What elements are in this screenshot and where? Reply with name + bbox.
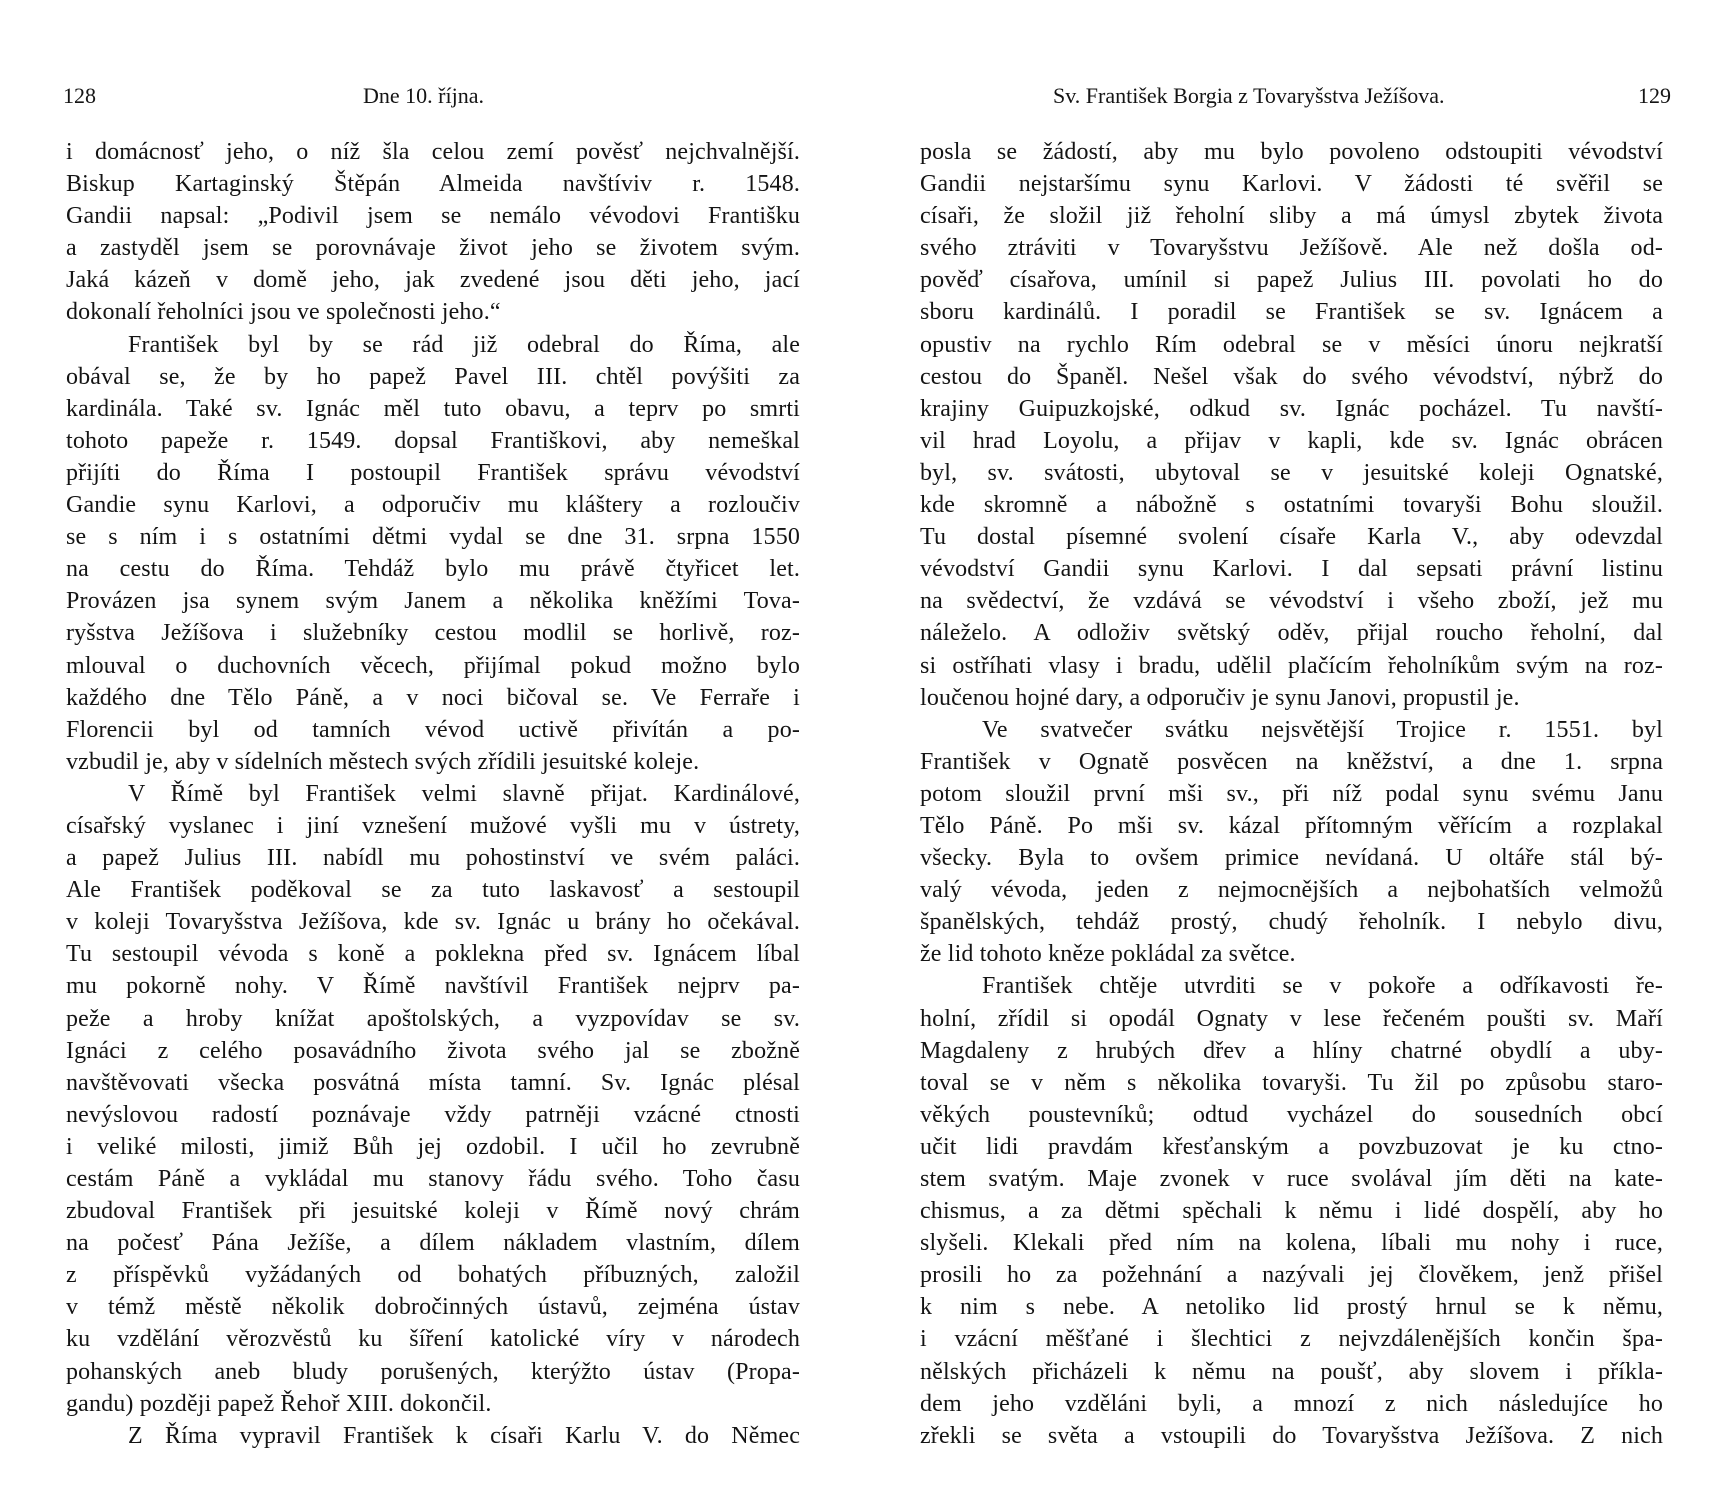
text-line: přijíti do Říma I postoupil František správu vévodství (66, 459, 800, 486)
text-line: Tu sestoupil vévoda s koně a poklekna před sv. Ignácem líbal (66, 941, 800, 968)
text-line: František chtěje utvrditi se v pokoře a odříkavosti ře- (982, 973, 1663, 1000)
text-line: cestám Páně a vykládal mu stanovy řádu svého. Toho času (66, 1166, 800, 1192)
text-line: tohoto papeže r. 1549. dopsal Františkovi, aby nemeškal (66, 427, 800, 454)
text-line: Jaká kázeň v domě jeho, jak zvedené jsou děti jeho, jací (66, 267, 800, 294)
text-line: kde skromně a nábožně s ostatními tovaryši Bohu sloužil. (920, 492, 1663, 519)
text-line: pověď císařova, umínil si papež Julius III. povolati ho do (920, 267, 1663, 294)
text-line: náleželo. A odloživ světský oděv, přijal roucho řeholní, dal (920, 620, 1663, 647)
text-line: posla se žádostí, aby mu bylo povoleno odstoupiti vévodství (920, 139, 1663, 165)
text-line: nevýslovou radostí poznávaje vždy patrněji vzácné ctnosti (66, 1101, 800, 1128)
text-line: holní, zřídil si opodál Ognaty v lese řečeném poušti sv. Maří (920, 1005, 1663, 1032)
text-line: valý vévoda, jeden z nejmocnějších a nejbohatších velmožů (920, 877, 1663, 904)
text-line: slyšeli. Klekali před ním na kolena, líbali mu nohy i ruce, (920, 1230, 1663, 1257)
text-line: pohanských aneb bludy porušených, kterýžto ústav (Propa- (66, 1358, 800, 1385)
text-line: peže a hroby knížat apoštolských, a vyzpovídav se sv. (66, 1005, 800, 1032)
text-line: František v Ognatě posvěcen na kněžství, a dne 1. srpna (920, 748, 1663, 775)
text-line: a papež Julius III. nabídl mu pohostinství ve svém paláci. (66, 845, 800, 872)
text-line: Ale František poděkoval se za tuto laskavosť a sestoupil (66, 877, 800, 904)
paragraph (920, 970, 1663, 1451)
text-line: V Římě byl František velmi slavně přijat. Kardinálové, (128, 780, 800, 807)
text-line: v koleji Tovaryšstva Ježíšova, kde sv. Ignác u brány ho očekával. (66, 909, 800, 936)
text-line: prosili ho za požehnání a nazývali jej člověkem, jenž přišel (920, 1262, 1663, 1289)
right-page-text (920, 136, 1663, 1452)
text-line: opustiv na rychlo Rím odebral se v měsíci únoru nejkratší (920, 331, 1663, 358)
text-line: toval se v něm s několika tovaryši. Tu žil po způsobu staro- (920, 1069, 1663, 1096)
text-line: Z Říma vypravil František k císaři Karlu V. do Němec (128, 1422, 800, 1449)
text-line: obával se, že by ho papež Pavel III. chtěl povýšiti za (66, 363, 800, 390)
page-number-right: 129 (1638, 83, 1671, 108)
text-line: na svědectví, že vzdává se vévodství i všeho zboží, jež mu (920, 588, 1663, 615)
text-line: na cestu do Říma. Tehdáž bylo mu právě čtyřicet let. (66, 556, 800, 583)
text-line: i veliké milosti, jimiž Bůh jej ozdobil. I učil ho zevrubně (66, 1133, 800, 1160)
running-head-left: Dne 10. října. (363, 83, 484, 108)
text-line: vzbudil je, aby v sídelních městech svých zřídili jesuitské koleje. (66, 748, 700, 775)
text-line: z příspěvků vyžádaných od bohatých příbuzných, založil (66, 1262, 800, 1289)
text-line: učit lidi pravdám křesťanským a povzbuzovat je ku ctno- (920, 1133, 1663, 1160)
paragraph (66, 136, 800, 329)
text-line: že lid tohoto kněze pokládal za světce. (920, 941, 1296, 968)
text-line: Provázen jsa synem svým Janem a několika kněžími Tova- (66, 588, 800, 615)
text-line: Ve svatvečer svátku nejsvětější Trojice r. 1551. byl (982, 716, 1663, 743)
text-line: Tělo Páně. Po mši sv. kázal přítomným věřícím a rozplakal (920, 812, 1663, 839)
text-line: navštěvovati všecka posvátná místa tamní. Sv. Ignác plésal (66, 1069, 800, 1096)
text-line: španělských, tehdáž prostý, chudý řeholník. I nebylo divu, (920, 909, 1663, 936)
text-line: Gandii napsal: „Podivil jsem se nemálo vévodovi Františku (66, 203, 800, 230)
left-page-text (66, 136, 800, 1452)
text-line: loučenou hojné dary, a odporučiv je synu Janovi, propustil je. (920, 684, 1520, 711)
text-line: Biskup Kartaginský Štěpán Almeida navštíviv r. 1548. (66, 171, 800, 198)
text-line: Gandie synu Karlovi, a odporučiv mu kláštery a rozloučiv (66, 492, 800, 519)
text-line: cestou do Španěl. Nešel však do svého vévodství, nýbrž do (920, 363, 1663, 390)
text-line: si ostříhati vlasy i bradu, udělil plačícím řeholníkům svým na roz- (920, 652, 1663, 679)
paragraph (66, 1420, 800, 1452)
text-line: byl, sv. svátosti, ubytoval se v jesuitské koleji Ognatské, (920, 459, 1663, 486)
text-line: chismus, a za dětmi spěchali k němu i lidé dospělí, aby ho (920, 1198, 1663, 1225)
text-line: každého dne Tělo Páně, a v noci bičoval se. Ve Ferraře i (66, 684, 800, 711)
text-line: i vzácní měšťané i šlechtici z nejvzdálenějších končin špa- (920, 1326, 1663, 1353)
text-line: a zastyděl jsem se porovnávaje život jeho se životem svým. (66, 235, 800, 262)
text-line: na počesť Pána Ježíše, a dílem nákladem vlastním, dílem (66, 1230, 800, 1257)
text-line: kardinála. Také sv. Ignác měl tuto obavu, a teprv po smrti (66, 395, 800, 422)
text-line: v témž městě několik dobročinných ústavů, zejména ústav (66, 1294, 800, 1321)
text-line: vil hrad Loyolu, a přijav v kapli, kde sv. Ignác obrácen (920, 427, 1663, 454)
running-head-right: Sv. František Borgia z Tovaryšstva Ježíšova. (1053, 83, 1445, 108)
text-line: Magdaleny z hrubých dřev a hlíny chatrné obydlí a uby- (920, 1037, 1663, 1064)
text-line: stem svatým. Maje zvonek v ruce svolával jím děti na kate- (920, 1166, 1663, 1192)
text-line: zbudoval František při jesuitské koleji v Římě nový chrám (66, 1198, 800, 1225)
text-line: všecky. Byla to ovšem primice nevídaná. U oltáře stál bý- (920, 845, 1663, 872)
page-number-left: 128 (63, 83, 96, 108)
text-line: František byl by se rád již odebral do Říma, ale (128, 331, 800, 358)
text-line: se s ním i s ostatními dětmi vydal se dne 31. srpna 1550 (66, 524, 800, 551)
text-line: ku vzdělání věrozvěstů ku šíření katolické víry v národech (66, 1326, 800, 1353)
text-line: mu pokorně nohy. V Římě navštívil František nejprv pa- (66, 973, 800, 1000)
text-line: Gandii nejstaršímu synu Karlovi. V žádosti té svěřil se (920, 171, 1663, 198)
text-line: dem jeho vzděláni byli, a mnozí z nich následujíce ho (920, 1390, 1663, 1417)
text-line: vévodství Gandii synu Karlovi. I dal sepsati právní listinu (920, 556, 1663, 583)
text-line: potom sloužil první mši sv., při níž podal synu svému Janu (920, 780, 1663, 807)
paragraph (920, 714, 1663, 971)
text-line: Tu dostal písemné svolení císaře Karla V., aby odevzdal (920, 524, 1663, 551)
text-line: věkých poustevníků; odtud vycházel do sousedních obcí (920, 1101, 1663, 1128)
paragraph (920, 136, 1663, 714)
text-line: ryšstva Ježíšova i služebníky cestou modlil se horlivě, roz- (66, 620, 800, 647)
text-line: Ignáci z celého posavádního života svého jal se zbožně (66, 1037, 800, 1064)
paragraph (66, 329, 800, 778)
text-line: svého ztráviti v Tovaryšstvu Ježíšově. Ale než došla od- (920, 235, 1663, 262)
text-line: císařský vyslanec i jiní vznešení mužové vyšli mu v ústrety, (66, 812, 800, 839)
paragraph (66, 778, 800, 1420)
text-line: k nim s nebe. A netoliko lid prostý hrnul se k němu, (920, 1294, 1663, 1321)
text-line: sboru kardinálů. I poradil se František se sv. Ignácem a (920, 299, 1663, 326)
text-line: zřekli se světa a vstoupili do Tovaryšstva Ježíšova. Z nich (920, 1422, 1663, 1449)
text-line: gandu) později papež Řehoř XIII. dokončil. (66, 1390, 492, 1417)
text-line: nělských přicházeli k němu na poušť, aby slovem i příkla- (920, 1358, 1663, 1385)
text-line: císaři, že složil již řeholní sliby a má úmysl zbytek života (920, 203, 1663, 230)
text-line: i domácnosť jeho, o níž šla celou zemí pověsť nejchvalnější. (66, 139, 800, 165)
text-line: Florencii byl od tamních vévod uctivě přivítán a po- (66, 716, 800, 743)
text-line: mlouval o duchovních věcech, přijímal pokud možno bylo (66, 652, 800, 679)
text-line: krajiny Guipuzkojské, odkud sv. Ignác pocházel. Tu navští- (920, 395, 1663, 422)
text-line: dokonalí řeholníci jsou ve společnosti jeho.“ (66, 299, 501, 326)
